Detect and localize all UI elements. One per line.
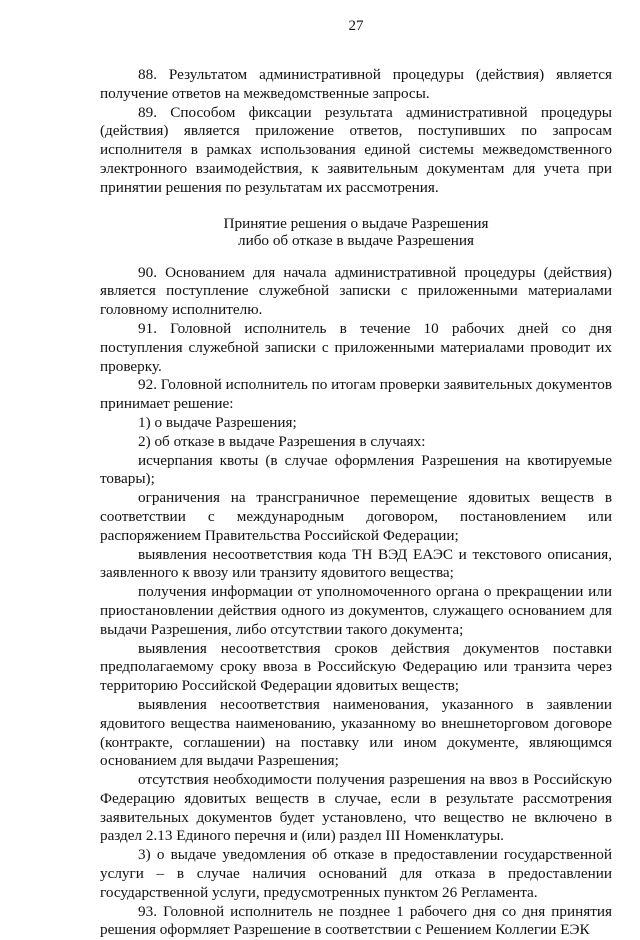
section-heading-line-1: Принятие решения о выдаче Разрешения [223,214,489,232]
refusal-case-name-mismatch: выявления несоответствия наименования, указанного в заявлении ядовитого вещества наименованию, указанному во внешнеторговом договоре (контракте, соглашении) на поставку или ином документе, являющимся основанием для выдачи Разрешения; [100,695,612,770]
paragraph-89: 89. Способом фиксации результата административной процедуры (действия) является приложение ответов, поступивших по запросам исполнителя в рамках использования единой системы межведомственного электронного взаимодействия, к заявительным документам для учета при принятии решения по результатам их рассмотрения. [100,103,612,196]
list-item-3: 3) о выдаче уведомления об отказе в предоставлении государственной услуги – в случае наличия оснований для отказа в предоставлении государственной услуги, предусмотренных пунктом 26 Регламента. [100,846,612,901]
paragraph-88: 88. Результатом административной процедуры (действия) является получение ответов на межведомственные запросы. [100,66,612,102]
paragraph-91: 91. Головной исполнитель в течение 10 рабочих дней со дня поступления служебной записки с приложенными материалами проводит их проверку. [100,319,612,375]
paragraph-93: 93. Головной исполнитель не позднее 1 рабочего дня со дня принятия решения оформляет Разрешение в соответствии с Решением Коллегии ЕЭК [100,902,612,939]
list-item-1: 1) о выдаче Разрешения; [138,413,297,431]
section-heading-line-2: либо об отказе в выдаче Разрешения [238,231,474,249]
refusal-case-code-mismatch: выявления несоответствия кода ТН ВЭД ЕАЭС и текстового описания, заявленного к ввозу или транзиту ядовитого вещества; [100,545,612,582]
section-heading [100,215,612,249]
paragraph-90: 90. Основанием для начала административной процедуры (действия) является поступление служебной записки с приложенными материалами головному исполнителю. [100,263,612,319]
refusal-case-term-mismatch: выявления несоответствия сроков действия документов поставки предполагаемому сроку ввоза в Российскую Федерацию или транзита через территорию Российской Федерации ядовитых веществ; [100,639,612,695]
list-item-2: 2) об отказе в выдаче Разрешения в случаях: [138,432,426,450]
refusal-case-document-termination: получения информации от уполномоченного органа о прекращении или приостановлении действия одного из документов, служащего основанием для выдачи Разрешения, либо отсутствии такого документа; [100,583,612,638]
paragraph-92: 92. Головной исполнитель по итогам проверки заявительных документов принимает решение: [100,376,612,413]
refusal-case-no-permit-needed: отсутствия необходимости получения разрешения на ввоз в Российскую Федерацию ядовитых веществ в случае, если в результате рассмотрения заявительных документов будет установлено, что вещество не включено в раздел 2.13 Единого перечня и (или) раздел III Номенклатуры. [100,771,612,845]
refusal-case-quota: исчерпания квоты (в случае оформления Разрешения на квотируемые товары); [100,451,612,488]
refusal-case-restriction: ограничения на трансграничное перемещение ядовитых веществ в соответствии с международным договором, постановлением или распоряжением Правительства Российской Федерации; [100,489,612,544]
page-number: 27 [348,18,364,34]
document-body [100,66,612,940]
